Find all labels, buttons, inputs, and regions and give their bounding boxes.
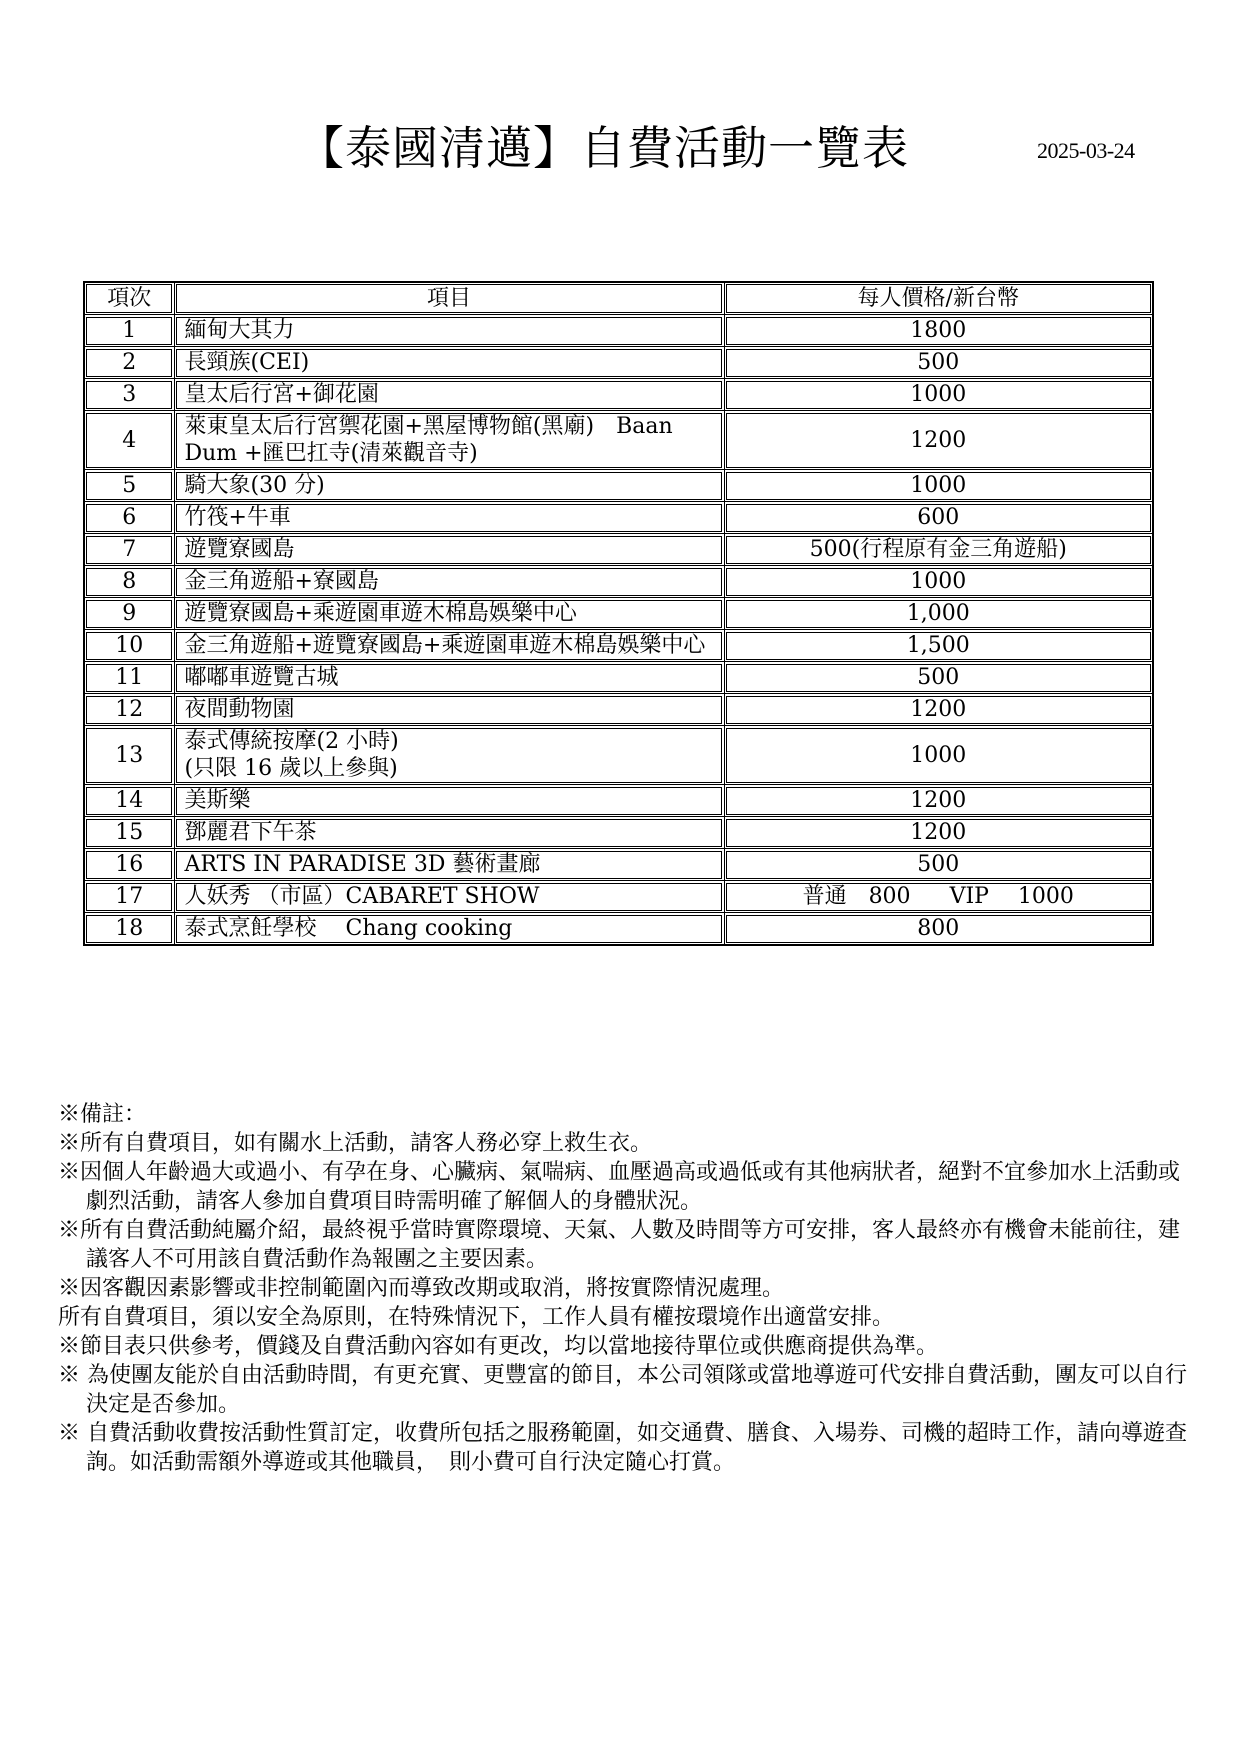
row-item-line: (只限 16 歲以上參與) xyxy=(184,756,398,781)
row-item: 泰式烹飪學校 Chang cooking xyxy=(174,913,724,946)
note-item: ※因客觀因素影響或非控制範圍內而導致改期或取消，將按實際情況處理。 xyxy=(58,1276,785,1301)
row-price: 1200 xyxy=(724,411,1153,470)
price-vip: VIP 1000 xyxy=(949,884,1074,909)
table-row xyxy=(84,785,1153,817)
row-item: 美斯樂 xyxy=(174,785,724,817)
row-price: 1200 xyxy=(724,694,1153,726)
note-item: ※因個人年齡過大或過小、有孕在身、心臟病、氣喘病、血壓過高或過低或有其他病狀者，絕對不宜參加水上活動或劇烈活動，請客人參加自費項目時需明確了解個人的身體狀況。 xyxy=(58,1160,1181,1214)
note-item: ※所有自費活動純屬介紹，最終視乎當時實際環境、天氣、人數及時間等方可安排，客人最終亦有機會未能前往，建議客人不可用該自費活動作為報團之主要因素。 xyxy=(58,1218,1181,1272)
row-price: 1800 xyxy=(724,315,1153,347)
row-item: 金三角遊船+寮國島 xyxy=(174,566,724,598)
row-no: 15 xyxy=(84,817,174,849)
row-price: 600 xyxy=(724,502,1153,534)
row-price: 1000 xyxy=(724,470,1153,502)
header-item: 項目 xyxy=(174,282,724,315)
table-row xyxy=(84,470,1153,502)
note-item: ※所有自費項目，如有關水上活動，請客人務必穿上救生衣。 xyxy=(58,1131,653,1156)
row-no: 17 xyxy=(84,881,174,913)
row-no: 18 xyxy=(84,913,174,946)
row-item: 騎大象(30 分) xyxy=(174,470,724,502)
row-no: 13 xyxy=(84,726,174,785)
document-date: 2025-03-24 xyxy=(1037,138,1135,163)
row-price: 800 xyxy=(724,913,1153,946)
row-price: 500 xyxy=(724,347,1153,379)
row-no: 11 xyxy=(84,662,174,694)
row-item: 竹筏+牛車 xyxy=(174,502,724,534)
price-standard: 普通 800 xyxy=(802,884,911,909)
row-no: 12 xyxy=(84,694,174,726)
table-row xyxy=(84,598,1153,630)
table-row xyxy=(84,817,1153,849)
row-price: 1000 xyxy=(724,379,1153,411)
table-row xyxy=(84,849,1153,881)
page-title: 【泰國清邁】自費活動一覽表 xyxy=(298,121,909,175)
row-item: 鄧麗君下午茶 xyxy=(174,817,724,849)
note-item: ※節目表只供參考，價錢及自費活動內容如有更改，均以當地接待單位或供應商提供為準。 xyxy=(58,1334,939,1359)
row-item: ARTS IN PARADISE 3D 藝術畫廊 xyxy=(174,849,724,881)
row-no: 16 xyxy=(84,849,174,881)
row-no: 7 xyxy=(84,534,174,566)
row-price: 1000 xyxy=(724,566,1153,598)
table-row xyxy=(84,662,1153,694)
row-item xyxy=(174,726,724,785)
row-no: 8 xyxy=(84,566,174,598)
row-price: 500 xyxy=(724,849,1153,881)
row-price: 1000 xyxy=(724,726,1153,785)
row-no: 10 xyxy=(84,630,174,662)
row-no: 1 xyxy=(84,315,174,347)
row-no: 5 xyxy=(84,470,174,502)
row-price: 1,000 xyxy=(724,598,1153,630)
row-item: 遊覽寮國島 xyxy=(174,534,724,566)
row-item: 遊覽寮國島+乘遊園車遊木棉島娛樂中心 xyxy=(174,598,724,630)
row-price: 500 xyxy=(724,662,1153,694)
table-row xyxy=(84,379,1153,411)
table-row xyxy=(84,566,1153,598)
note-item: ※ 為使團友能於自由活動時間，有更充實、更豐富的節目，本公司領隊或當地導遊可代安排自費活動，團友可以自行決定是否參加。 xyxy=(58,1363,1187,1417)
table-row xyxy=(84,694,1153,726)
row-item: 緬甸大其力 xyxy=(174,315,724,347)
table-header-row xyxy=(84,282,1153,315)
row-item: 嘟嘟車遊覽古城 xyxy=(174,662,724,694)
row-item: 人妖秀 （市區）CABARET SHOW xyxy=(174,881,724,913)
row-no: 9 xyxy=(84,598,174,630)
table-row xyxy=(84,726,1153,785)
row-no: 14 xyxy=(84,785,174,817)
row-item: 萊東皇太后行宮禦花園+黑屋博物館(黑廟) Baan Dum +匯巴扛寺(清萊觀音寺) xyxy=(174,411,724,470)
header-no: 項次 xyxy=(84,282,174,315)
row-no: 2 xyxy=(84,347,174,379)
row-price: 1,500 xyxy=(724,630,1153,662)
row-no: 3 xyxy=(84,379,174,411)
row-item: 長頸族(CEI) xyxy=(174,347,724,379)
table-row xyxy=(84,913,1153,946)
row-price: 1200 xyxy=(724,785,1153,817)
row-item: 夜間動物園 xyxy=(174,694,724,726)
header-price: 每人價格/新台幣 xyxy=(724,282,1153,315)
table-row xyxy=(84,315,1153,347)
table-row xyxy=(84,347,1153,379)
table-row xyxy=(84,881,1153,913)
note-item: ※ 自費活動收費按活動性質訂定，收費所包括之服務範圍，如交通費、膳食、入場券、司機的超時工作，請向導遊查詢。如活動需額外導遊或其他職員， 則小費可自行決定隨心打賞。 xyxy=(58,1421,1187,1475)
row-item-line: 泰式傳統按摩(2 小時) xyxy=(184,729,399,754)
row-price xyxy=(724,881,1153,913)
row-item: 皇太后行宮+御花園 xyxy=(174,379,724,411)
note-heading: ※備註： xyxy=(58,1102,147,1127)
row-no: 6 xyxy=(84,502,174,534)
table-row xyxy=(84,411,1153,470)
table-row xyxy=(84,502,1153,534)
table-row xyxy=(84,630,1153,662)
notes-section xyxy=(58,1100,1188,1477)
row-no: 4 xyxy=(84,411,174,470)
note-item: 所有自費項目，須以安全為原則，在特殊情況下，工作人員有權按環境作出適當安排。 xyxy=(58,1305,895,1330)
row-item: 金三角遊船+遊覽寮國島+乘遊園車遊木棉島娛樂中心 xyxy=(174,630,724,662)
row-price: 500(行程原有金三角遊船) xyxy=(724,534,1153,566)
row-price: 1200 xyxy=(724,817,1153,849)
table-row xyxy=(84,534,1153,566)
activity-fee-table xyxy=(83,281,1154,946)
